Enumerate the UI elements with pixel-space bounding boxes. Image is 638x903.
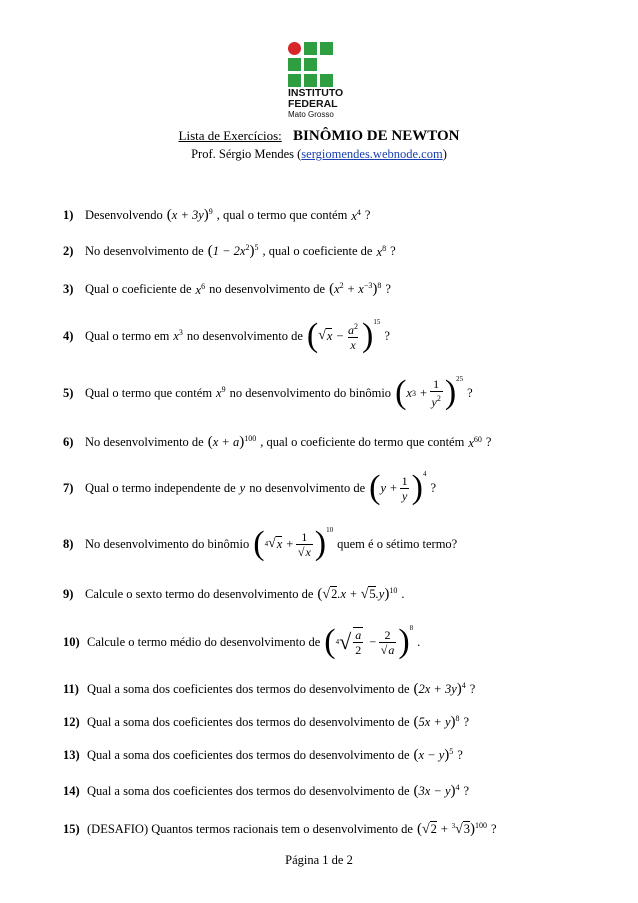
math-expression: $x^9$: [216, 384, 226, 401]
logo-grid-icon: [288, 42, 354, 88]
math-expression: ( √ x − $\frac{a^2}{x}$ ) 15: [306, 317, 381, 354]
question-7: [63, 467, 436, 509]
question-text: , qual o termo que contém: [216, 208, 348, 223]
question-text: Qual a soma dos coeficientes dos termos do desenvolvimento de: [87, 748, 410, 763]
question-text: quem é o sétimo termo?: [337, 536, 458, 551]
question-number: 3): [63, 282, 74, 297]
math-expression: $(x^2 + x^{-3})^8$: [329, 281, 382, 298]
question-2: [63, 243, 396, 260]
question-text: ?: [491, 822, 497, 837]
question-text: Calcule o sexto termo do desenvolvimento de: [85, 587, 314, 602]
math-expression: $(x - y)^5$: [413, 747, 454, 764]
question-number: 10): [63, 634, 80, 649]
question-text: ?: [364, 208, 371, 223]
question-text: ?: [384, 328, 390, 343]
question-12: [63, 714, 469, 731]
question-1: [63, 207, 370, 224]
question-number: 14): [63, 784, 80, 799]
question-6: [63, 434, 491, 451]
question-number: 4): [63, 328, 74, 343]
question-14: [63, 783, 469, 800]
question-text: Qual o coeficiente de: [85, 282, 192, 297]
question-text: ?: [390, 244, 396, 259]
author-suffix: ): [442, 147, 447, 161]
question-text: ?: [457, 748, 463, 763]
question-text: (DESAFIO) Quantos termos racionais tem o desenvolvimento de: [87, 822, 413, 837]
math-expression: $x^8$: [376, 243, 387, 259]
logo-text-line1: INSTITUTO: [288, 87, 344, 99]
math-expression: $(3x - y)^4$: [413, 783, 460, 800]
question-number: 8): [63, 536, 74, 551]
question-text: Desenvolvendo: [85, 208, 163, 223]
question-9: [63, 586, 404, 603]
question-number: 5): [63, 385, 74, 400]
logo-text-line3: Mato Grosso: [288, 110, 334, 119]
question-text: ?: [430, 480, 436, 495]
question-text: no desenvolvimento de: [186, 328, 303, 343]
question-text: no desenvolvimento do binômio: [229, 385, 392, 400]
question-number: 9): [63, 587, 74, 602]
question-number: 1): [63, 208, 74, 223]
math-expression: ( x 3 + $\frac{1}{y^2}$ ) 25: [395, 374, 464, 411]
math-expression: $x^3$: [173, 327, 183, 344]
question-text: .: [417, 634, 421, 649]
question-8: [63, 523, 457, 565]
question-11: [63, 681, 475, 698]
question-text: No desenvolvimento de: [85, 435, 204, 450]
page-title: [0, 128, 638, 145]
math-expression: $(x + a)^{100}$: [207, 434, 257, 451]
math-expression: $x^{60}$: [468, 434, 482, 450]
question-number: 7): [63, 480, 74, 495]
math-expression: $(√2.x + √5.y)^{10}$: [317, 586, 398, 603]
question-number: 13): [63, 748, 80, 763]
question-13: [63, 747, 463, 764]
question-text: ?: [467, 385, 473, 400]
question-number: 2): [63, 244, 74, 259]
question-text: Qual o termo que contém: [85, 385, 213, 400]
question-5: [63, 372, 473, 414]
math-expression: $x^4$: [351, 207, 361, 223]
question-3: [63, 281, 391, 298]
author-prefix: Prof. Sérgio Mendes (: [191, 147, 302, 161]
question-text: No desenvolvimento do binômio: [85, 536, 250, 551]
question-text: .: [401, 587, 405, 602]
question-text: ?: [463, 715, 470, 730]
question-text: ?: [385, 282, 391, 297]
question-4: [63, 315, 390, 357]
question-text: no desenvolvimento de: [249, 480, 366, 495]
document-title: BINÔMIO DE NEWTON: [293, 128, 460, 144]
question-text: No desenvolvimento de: [85, 244, 204, 259]
question-10: [63, 617, 420, 667]
question-text: Qual a soma dos coeficientes dos termos do desenvolvimento de: [87, 784, 410, 799]
math-expression: $(1 - 2x^2)^5$: [207, 243, 259, 260]
question-text: ?: [463, 784, 470, 799]
question-text: , qual o coeficiente de: [262, 244, 373, 259]
list-label: Lista de Exercícios:: [178, 128, 282, 143]
author-line: [0, 147, 638, 162]
question-text: Qual o termo independente de: [85, 480, 236, 495]
math-expression: $x^6$: [195, 281, 206, 297]
math-expression: $(√2 + ^3√3)^{100}$: [416, 821, 488, 838]
question-text: ?: [469, 682, 476, 697]
math-expression: ( 4 √ x + $\frac{1}{√x}$ ) 10: [253, 525, 334, 562]
question-text: , qual o coeficiente do termo que contém: [260, 435, 465, 450]
question-15: [63, 821, 497, 838]
math-expression: $(5x + y)^8$: [413, 714, 460, 731]
math-expression: ( y + $\frac{1}{y}$ ) 4: [369, 469, 427, 506]
question-text: Qual a soma dos coeficientes dos termos do desenvolvimento de: [87, 715, 410, 730]
math-expression: $(x + 3y)^9$: [166, 207, 213, 224]
math-expression: ( 4 √ $\frac{a}{2}$ − $\frac{2}{√a}$ ) 8: [324, 623, 414, 660]
math-expression: y: [239, 480, 246, 495]
question-text: Calcule o termo médio do desenvolvimento de: [87, 634, 321, 649]
question-text: Qual o termo em: [85, 328, 170, 343]
question-text: Qual a soma dos coeficientes dos termos do desenvolvimento de: [87, 682, 410, 697]
question-text: no desenvolvimento de: [209, 282, 326, 297]
question-number: 11): [63, 682, 79, 697]
question-number: 6): [63, 435, 74, 450]
question-text: ?: [485, 435, 492, 450]
question-number: 12): [63, 715, 80, 730]
math-expression: $(2x + 3y)^4$: [413, 681, 466, 698]
question-number: 15): [63, 822, 80, 837]
page-number: Página 1 de 2: [285, 853, 353, 867]
author-link[interactable]: sergiomendes.webnode.com: [301, 147, 443, 161]
logo-text-line2: FEDERAL: [288, 98, 338, 110]
institute-logo: [288, 42, 354, 120]
